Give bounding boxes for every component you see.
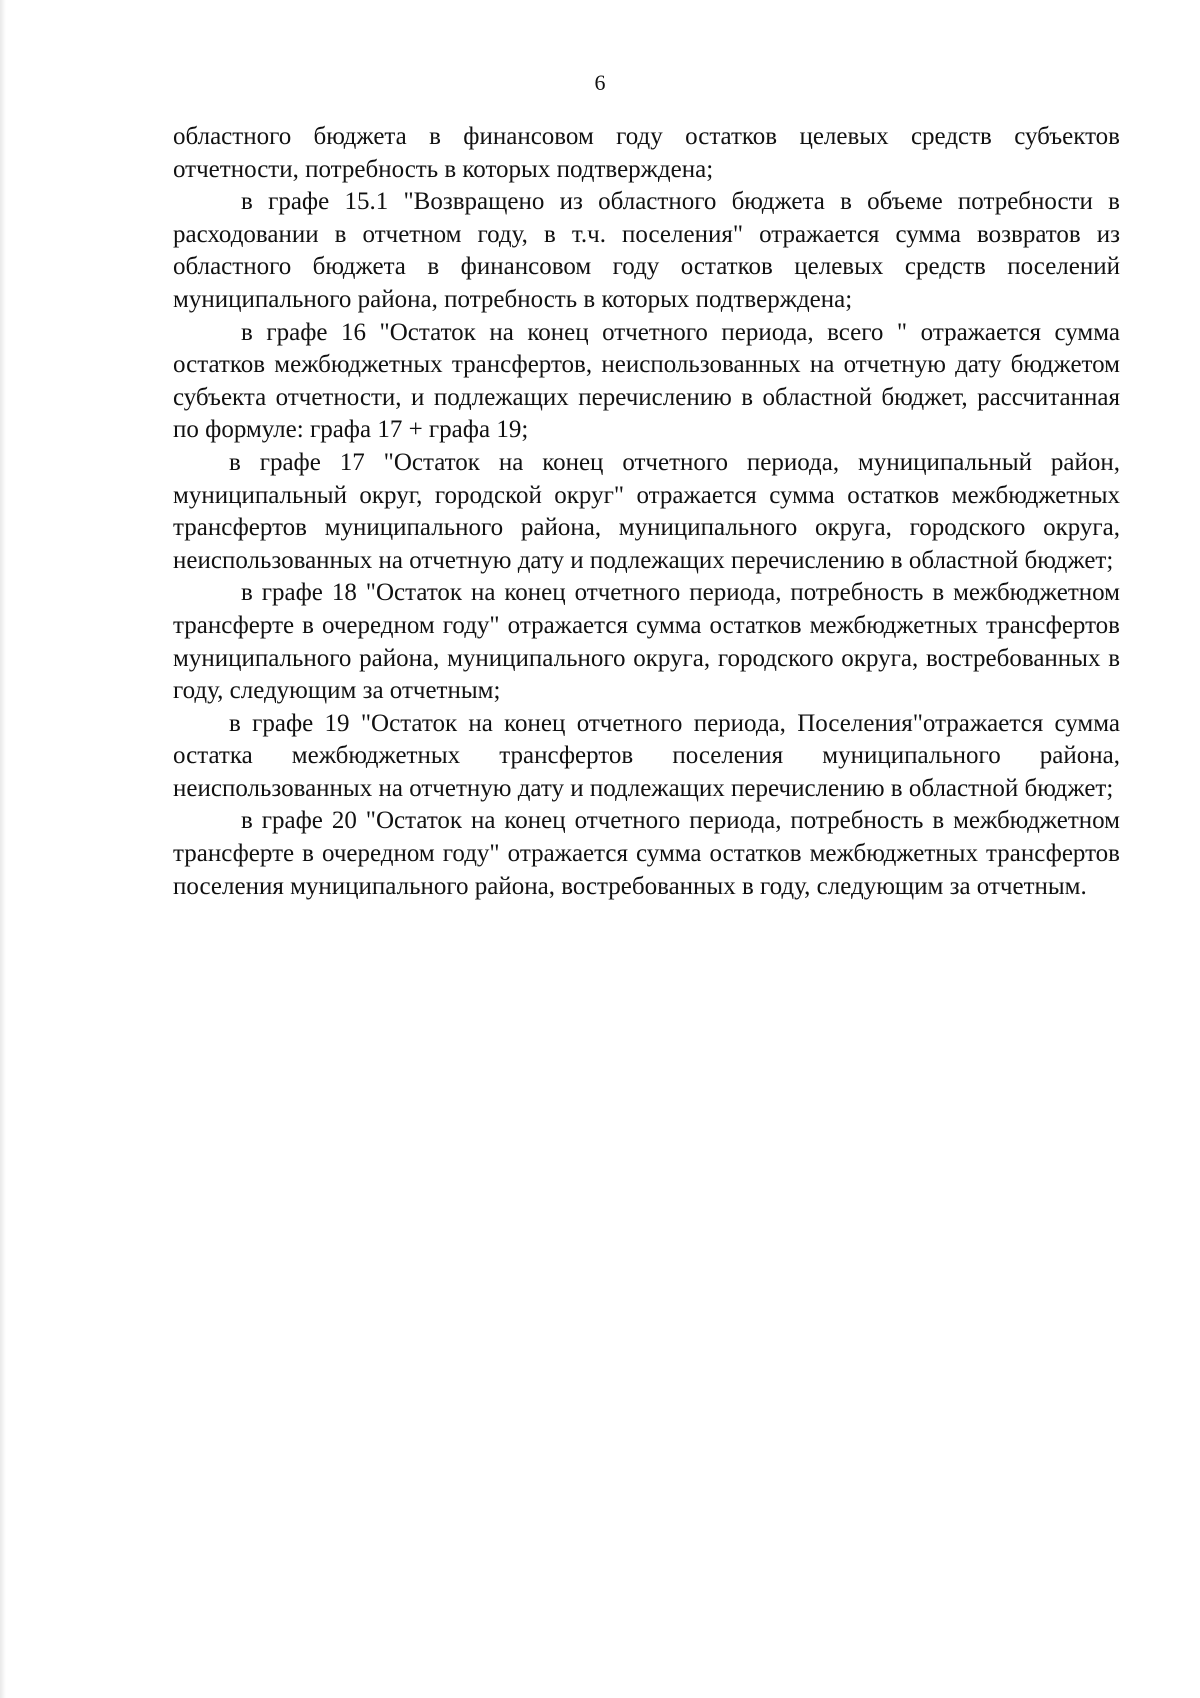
page-number: 6	[594, 70, 606, 95]
document-body	[173, 121, 1120, 903]
paragraph-column-17: в графе 17 "Остаток на конец отчетного периода, муниципальный район, муниципальный округ, городской округ" отражается сумма остатков межбюджетных трансфертов муниципального района, муниципального округа, городского округа, неиспользованных на отчетную дату и подлежащих перечислению в областной бюджет;	[173, 448, 1120, 574]
paragraph-column-15-1: в графе 15.1 "Возвращено из областного бюджета в объеме потребности в расходовании в отчетном году, в т.ч. поселения" отражается сумма возвратов из областного бюджета в финансовом году остатков целевых средств поселений муниципального района, потребность в которых подтверждена;	[173, 188, 1120, 313]
paragraph-column-18: в графе 18 "Остаток на конец отчетного периода, потребность в межбюджетном трансферте в очередном году" отражается сумма остатков межбюджетных трансфертов муниципального района, муниципального округа, городского округа, востребованных в году, следующим за отчетным;	[173, 579, 1120, 705]
paragraph-continuation: областного бюджета в финансовом году остатков целевых средств субъектов отчетности, потребность в которых подтверждена;	[173, 123, 1120, 183]
paragraph-column-20: в графе 20 "Остаток на конец отчетного периода, потребность в межбюджетном трансферте в очередном году" отражается сумма остатков межбюджетных трансфертов поселения муниципального района, востребованных в году, следующим за отчетным.	[173, 807, 1120, 900]
paragraph-column-19: в графе 19 "Остаток на конец отчетного периода, Поселения"отражается сумма остатка межбюджетных трансфертов поселения муниципального района, неиспользованных на отчетную дату и подлежащих перечислению в областной бюджет;	[173, 709, 1120, 802]
scan-edge-shadow	[0, 0, 6, 1698]
paragraph-column-16: в графе 16 "Остаток на конец отчетного периода, всего " отражается сумма остатков межбюджетных трансфертов, неиспользованных на отчетную дату бюджетом субъекта отчетности, и подлежащих перечислению в областной бюджет, рассчитанная по формуле: графа 17 + графа 19;	[173, 318, 1120, 444]
